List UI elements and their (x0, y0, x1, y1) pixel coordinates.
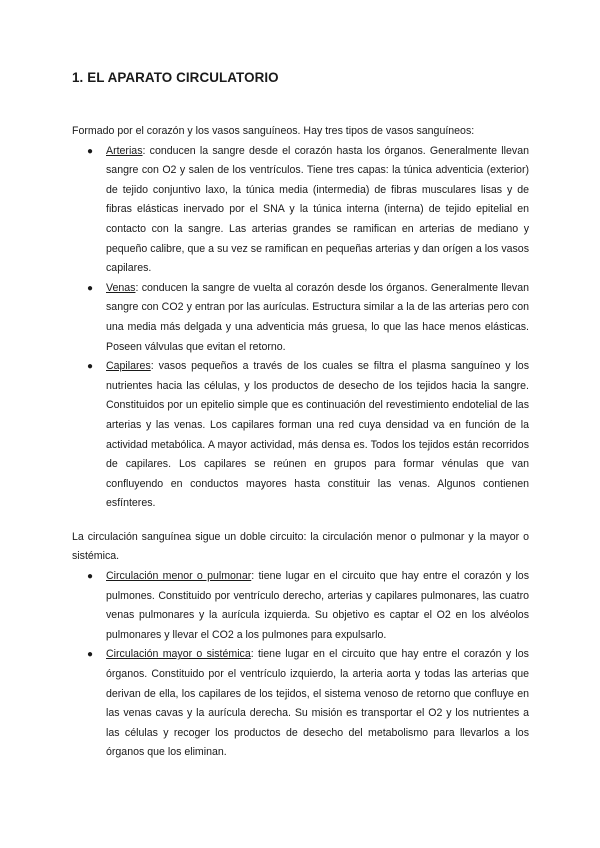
circulation-list (72, 567, 529, 763)
description-circulacion-mayor: : tiene lugar en el circuito que hay entre el corazón y los órganos. Constituido por el ventrículo izquierdo, la arteria aorta y todas las arterias que derivan de ella, los capilares de los tejidos, el sistema venoso de retorno que confluye en las venas cavas y la aurícula derecha. Su misión es transportar el O2 y los nutrientes a las células y recoger los productos de desecho del metabolismo para llevarlos a los órganos que los eliminan. (106, 648, 529, 759)
bullet-icon: ● (87, 649, 94, 661)
circulation-intro-paragraph: La circulación sanguínea sigue un doble circuito: la circulación menor o pulmonar y la mayor o sistémica. (72, 530, 529, 563)
list-item-circulacion-mayor (72, 645, 529, 763)
bullet-icon: ● (87, 282, 94, 294)
document-page (72, 68, 529, 763)
description-venas: : conducen la sangre de vuelta al corazón desde los órganos. Generalmente llevan sangre con CO2 y entran por las aurículas. Estructura similar a la de las arterias pero con una media más delgada y una adventicia más gruesa, lo que las hace menos elásticas. Poseen válvulas que evitan el retorno. (106, 281, 529, 353)
term-venas: Venas (106, 281, 136, 294)
list-item-capilares (72, 357, 529, 514)
bullet-icon: ● (87, 571, 94, 583)
term-circulacion-menor: Circulación menor o pulmonar (106, 570, 252, 583)
description-circulacion-menor: : tiene lugar en el circuito que hay entre el corazón y los pulmones. Constituido por ventrículo derecho, arterias y capilares pulmonares, las cuatro venas pulmonares y la aurícula izquierda. Su objetivo es captar el O2 en los alvéolos pulmonares y llevar el CO2 a los pulmones para expulsarlo. (106, 570, 529, 641)
list-item-arterias (72, 142, 529, 279)
description-capilares: : vasos pequeños a través de los cuales se filtra el plasma sanguíneo y los nutrientes hacia las células, y los productos de desecho de los tejidos hacia la sangre. Constituidos por un epitelio simple que es continuación del revestimiento endotelial de las arterias y las venas. Los capilares forman una red cuya densidad va en función de la actividad metabólica. A mayor actividad, más densa es. Todos los tejidos están recorridos de capilares. Los capilares se reúnen en grupos para formar vénulas que van confluyendo en conductos mayores hasta constituir las venas. Algunos contienen esfínteres. (106, 360, 529, 510)
term-arterias: Arterias (106, 144, 143, 157)
term-capilares: Capilares (106, 360, 151, 373)
section-title: 1. EL APARATO CIRCULATORIO (72, 70, 279, 85)
intro-paragraph: Formado por el corazón y los vasos sanguíneos. Hay tres tipos de vasos sanguíneos: (72, 125, 475, 137)
list-item-circulacion-menor (72, 567, 529, 645)
list-item-venas (72, 279, 529, 357)
bullet-icon: ● (87, 145, 94, 157)
description-arterias: : conducen la sangre desde el corazón hasta los órganos. Generalmente llevan sangre con O2 y salen de los ventrículos. Tiene tres capas: la túnica adventicia (exterior) de tejido conjuntivo laxo, la túnica media (intermedia) de fibras musculares lisas y de fibras elásticas inervado por el SNA y la túnica interna (interna) de tejido epitelial en contacto con la sangre. Las arterias grandes se ramifican en arterias de mediano y pequeño calibre, que a su vez se ramifican en pequeñas arterias y dan orígen a los vasos capilares. (106, 144, 529, 275)
bullet-icon: ● (87, 361, 94, 373)
vessel-list (72, 142, 529, 514)
term-circulacion-mayor: Circulación mayor o sistémica (106, 648, 251, 661)
